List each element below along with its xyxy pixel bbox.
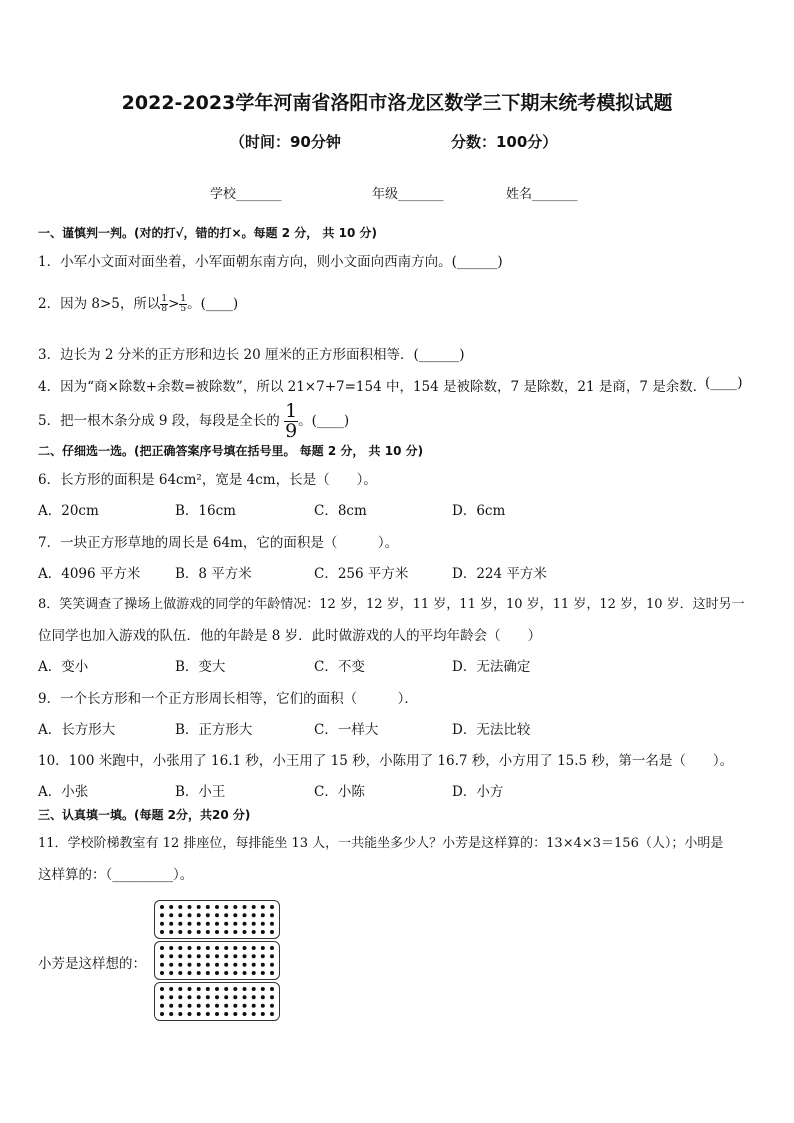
seat-dot (169, 987, 173, 991)
question-4: 4．因为“商×除数+余数=被除数”，所以 21×7+7=154 中，154 是被除数，7 是除数，21 是商，7 是余数． (38, 379, 707, 395)
seat-dot (261, 913, 265, 917)
school-field: 学校_______ (210, 187, 282, 202)
q8-option-c: C．不变 (314, 659, 365, 675)
question-4-blank: (____) (705, 375, 743, 391)
seat-dot (243, 1004, 247, 1008)
name-field: 姓名_______ (506, 187, 578, 202)
q6-option-d: D．6cm (452, 503, 506, 519)
dot-grid-2 (155, 942, 279, 979)
seat-dot (233, 905, 237, 909)
seat-dot (197, 995, 201, 999)
seat-dot (270, 1012, 274, 1016)
seat-dot (178, 987, 182, 991)
seat-dot (243, 946, 247, 950)
seat-dot (252, 987, 256, 991)
question-5 (38, 402, 349, 441)
seat-dot (215, 1004, 219, 1008)
q7-option-d: D．224 平方米 (452, 566, 547, 582)
seat-dot (243, 954, 247, 958)
seat-dot (160, 954, 164, 958)
seat-dot (206, 922, 210, 926)
seat-dot (197, 963, 201, 967)
q9-option-a: A．长方形大 (38, 722, 116, 738)
seat-dot (188, 987, 192, 991)
seat-dot (197, 946, 201, 950)
seat-dot (261, 954, 265, 958)
question-6: 6．长方形的面积是 64cm²，宽是 4cm，长是（ ）。 (38, 472, 377, 488)
seat-dot (270, 946, 274, 950)
seat-dot (188, 946, 192, 950)
seat-dot (206, 905, 210, 909)
seat-dot (169, 905, 173, 909)
question-5-text: 5．把一根木条分成 9 段，每段是全长的 (38, 413, 280, 429)
question-11-line-2: 这样算的：（_________）。 (38, 867, 194, 883)
seat-dot (169, 963, 173, 967)
seat-dot (270, 995, 274, 999)
dot-box-3 (154, 982, 280, 1021)
seat-dot (233, 995, 237, 999)
seat-dot (243, 905, 247, 909)
seat-dot (160, 922, 164, 926)
seat-dot (188, 995, 192, 999)
seat-dot (261, 930, 265, 934)
seat-dot (169, 995, 173, 999)
q10-option-c: C．小陈 (314, 784, 365, 800)
seat-dot (178, 995, 182, 999)
q6-option-b: B．16cm (175, 503, 236, 519)
seat-dot (252, 963, 256, 967)
seat-dot (224, 995, 228, 999)
seat-dot (160, 1012, 164, 1016)
seat-dot (178, 946, 182, 950)
seat-dot (169, 930, 173, 934)
section-3-heading: 三、认真填一填。(每题 2分，共20 分) (38, 808, 251, 822)
seat-dot (197, 905, 201, 909)
seat-dot (224, 930, 228, 934)
q8-option-b: B．变大 (175, 659, 226, 675)
seat-dot (206, 946, 210, 950)
seat-dot (188, 913, 192, 917)
seat-dot (261, 995, 265, 999)
seat-dot (224, 913, 228, 917)
q9-option-c: C．一样大 (314, 722, 379, 738)
seat-dot (215, 922, 219, 926)
seat-dot (224, 1012, 228, 1016)
grade-field: 年级_______ (372, 187, 444, 202)
seat-dot (160, 971, 164, 975)
seat-dot (178, 954, 182, 958)
seat-dot (243, 930, 247, 934)
q9-option-b: B．正方形大 (175, 722, 253, 738)
seat-dot (215, 963, 219, 967)
seat-dot (252, 995, 256, 999)
seat-dot (233, 913, 237, 917)
seat-dot (224, 946, 228, 950)
seat-dot (188, 1004, 192, 1008)
seat-dot (233, 946, 237, 950)
q10-option-b: B．小王 (175, 784, 226, 800)
seat-dot (178, 963, 182, 967)
fraction-1-8: $\frac{1}{8}$ (161, 294, 168, 314)
seat-dot (233, 987, 237, 991)
seat-dot (261, 1012, 265, 1016)
seat-dot (215, 954, 219, 958)
seat-dot (215, 946, 219, 950)
q6-option-a: A．20cm (38, 503, 99, 519)
seat-dot (197, 1004, 201, 1008)
seat-dot (178, 971, 182, 975)
seat-dot (233, 922, 237, 926)
fraction-1-5: $\frac{1}{5}$ (180, 294, 187, 314)
seat-dot (243, 971, 247, 975)
seat-dot (270, 987, 274, 991)
seat-dot (243, 963, 247, 967)
seat-dot (178, 922, 182, 926)
section-2-heading: 二、仔细选一选。(把正确答案序号填在括号里。 每题 2 分， 共 10 分) (38, 444, 424, 458)
dot-box-2 (154, 941, 280, 980)
seat-dot (224, 987, 228, 991)
seat-dot (206, 987, 210, 991)
seat-dot (224, 922, 228, 926)
seat-dot (224, 905, 228, 909)
seat-dot (197, 913, 201, 917)
seat-dot (206, 1012, 210, 1016)
seat-dot (215, 1012, 219, 1016)
q7-option-a: A．4096 平方米 (38, 566, 141, 582)
q7-option-b: B．8 平方米 (175, 566, 252, 582)
seat-dot (169, 946, 173, 950)
seat-dot (261, 946, 265, 950)
seat-dot (233, 1004, 237, 1008)
seat-dot (270, 913, 274, 917)
question-11-line-1: 11．学校阶梯教室有 12 排座位，每排能坐 13 人，一共能坐多少人？小芳是这样算的：13×4×3＝156（人）；小明是 (38, 836, 724, 851)
seat-dot (188, 905, 192, 909)
seat-dot (233, 1012, 237, 1016)
seat-dot (270, 922, 274, 926)
greater-than: > (168, 296, 180, 312)
seat-dot (206, 1004, 210, 1008)
section-1-heading: 一、谨慎判一判。(对的打√，错的打×。每题 2 分， 共 10 分) (38, 226, 377, 240)
seat-dot (224, 954, 228, 958)
seat-dot (188, 963, 192, 967)
exam-time: （时间：90分钟 (230, 133, 341, 151)
seat-dot (169, 913, 173, 917)
seat-dot (252, 1012, 256, 1016)
seat-dot (169, 971, 173, 975)
seat-dot (188, 954, 192, 958)
question-8-line-1: 8．笑笑调查了操场上做游戏的同学的年龄情况：12 岁，12 岁，11 岁，11 岁，10 岁，11 岁，12 岁，10 岁．这时另一 (38, 597, 745, 612)
seat-dot (178, 905, 182, 909)
dot-grid-3 (155, 983, 279, 1020)
seat-dot (215, 995, 219, 999)
question-5-blank: 。(____) (298, 413, 350, 429)
figure-label: 小芳是这样想的： (38, 956, 146, 972)
seat-dot (270, 930, 274, 934)
seat-dot (206, 971, 210, 975)
seat-dot (215, 987, 219, 991)
seat-dot (206, 930, 210, 934)
seat-dot (169, 954, 173, 958)
seat-dot (261, 971, 265, 975)
seat-dot (261, 987, 265, 991)
seat-dot (178, 1012, 182, 1016)
seat-dot (252, 930, 256, 934)
seat-dot (224, 1004, 228, 1008)
seat-dot (169, 922, 173, 926)
seat-dot (270, 963, 274, 967)
seat-dot (178, 930, 182, 934)
seat-dot (160, 987, 164, 991)
seat-dot (270, 954, 274, 958)
q6-option-c: C．8cm (314, 503, 367, 519)
dot-box-1 (154, 900, 280, 939)
seat-dot (261, 1004, 265, 1008)
seat-dot (243, 922, 247, 926)
seat-dot (197, 930, 201, 934)
seat-dot (252, 905, 256, 909)
seat-dot (270, 971, 274, 975)
q8-option-a: A．变小 (38, 659, 89, 675)
seat-dot (243, 995, 247, 999)
seat-dot (160, 1004, 164, 1008)
question-7: 7．一块正方形草地的周长是 64m，它的面积是（ ）。 (38, 535, 399, 551)
seat-dot (188, 971, 192, 975)
seat-dot (215, 930, 219, 934)
question-8-line-2: 位同学也加入游戏的队伍．他的年龄是 8 岁．此时做游戏的人的平均年龄会（ ） (38, 628, 542, 644)
seat-dot (206, 913, 210, 917)
seat-dot (160, 946, 164, 950)
question-3: 3．边长为 2 分米的正方形和边长 20 厘米的正方形面积相等．(______) (38, 347, 465, 363)
seat-dot (233, 963, 237, 967)
q10-option-d: D．小方 (452, 784, 504, 800)
seat-dot (160, 905, 164, 909)
question-9: 9．一个长方形和一个正方形周长相等，它们的面积（ ）． (38, 691, 418, 707)
seat-dot (252, 971, 256, 975)
seat-dot (233, 971, 237, 975)
seat-dot (261, 922, 265, 926)
seat-dot (261, 963, 265, 967)
seat-dot (169, 1004, 173, 1008)
seat-dot (206, 954, 210, 958)
seat-dot (233, 954, 237, 958)
seat-dot (243, 1012, 247, 1016)
question-1: 1．小军小文面对面坐着，小军面朝东南方向，则小文面向西南方向。(______) (38, 254, 503, 270)
q9-option-d: D．无法比较 (452, 722, 531, 738)
seat-dot (270, 1004, 274, 1008)
seat-dot (197, 1012, 201, 1016)
seat-dot (252, 922, 256, 926)
seat-dot (252, 913, 256, 917)
seat-dot (178, 913, 182, 917)
question-2-blank: 。(____) (187, 296, 239, 312)
fraction-1-9: $\frac{1}{9}$ (285, 400, 298, 442)
seat-dot (188, 1012, 192, 1016)
question-2 (38, 292, 238, 314)
seat-dot (197, 971, 201, 975)
seat-dot (252, 1004, 256, 1008)
seat-dot (160, 963, 164, 967)
seat-dot (206, 963, 210, 967)
seat-dot (224, 971, 228, 975)
seat-dot (188, 922, 192, 926)
seat-dot (224, 963, 228, 967)
seat-dot (252, 946, 256, 950)
seat-dot (160, 995, 164, 999)
seat-dot (252, 954, 256, 958)
seat-dot (215, 913, 219, 917)
exam-score: 分数：100分） (451, 133, 558, 151)
seat-dot (233, 930, 237, 934)
question-2-text: 2．因为 8>5，所以 (38, 296, 161, 312)
seat-dot (188, 930, 192, 934)
seat-dot (178, 1004, 182, 1008)
seat-dot (243, 913, 247, 917)
seat-dot (215, 971, 219, 975)
seat-dot (197, 954, 201, 958)
seat-dot (243, 987, 247, 991)
page-title: 2022-2023学年河南省洛阳市洛龙区数学三下期末统考模拟试题 (121, 92, 673, 114)
seat-dot (160, 930, 164, 934)
seat-dot (270, 905, 274, 909)
seat-dot (160, 913, 164, 917)
seat-dot (197, 987, 201, 991)
q8-option-d: D．无法确定 (452, 659, 531, 675)
seat-dot (206, 995, 210, 999)
seat-dot (261, 905, 265, 909)
question-10: 10．100 米跑中，小张用了 16.1 秒，小王用了 15 秒，小陈用了 16.7 秒，小方用了 15.5 秒，第一名是（ ）。 (38, 753, 734, 769)
seat-dot (215, 905, 219, 909)
q10-option-a: A．小张 (38, 784, 89, 800)
seat-dot (169, 1012, 173, 1016)
seat-dot (197, 922, 201, 926)
q7-option-c: C．256 平方米 (314, 566, 409, 582)
dot-grid-1 (155, 901, 279, 938)
